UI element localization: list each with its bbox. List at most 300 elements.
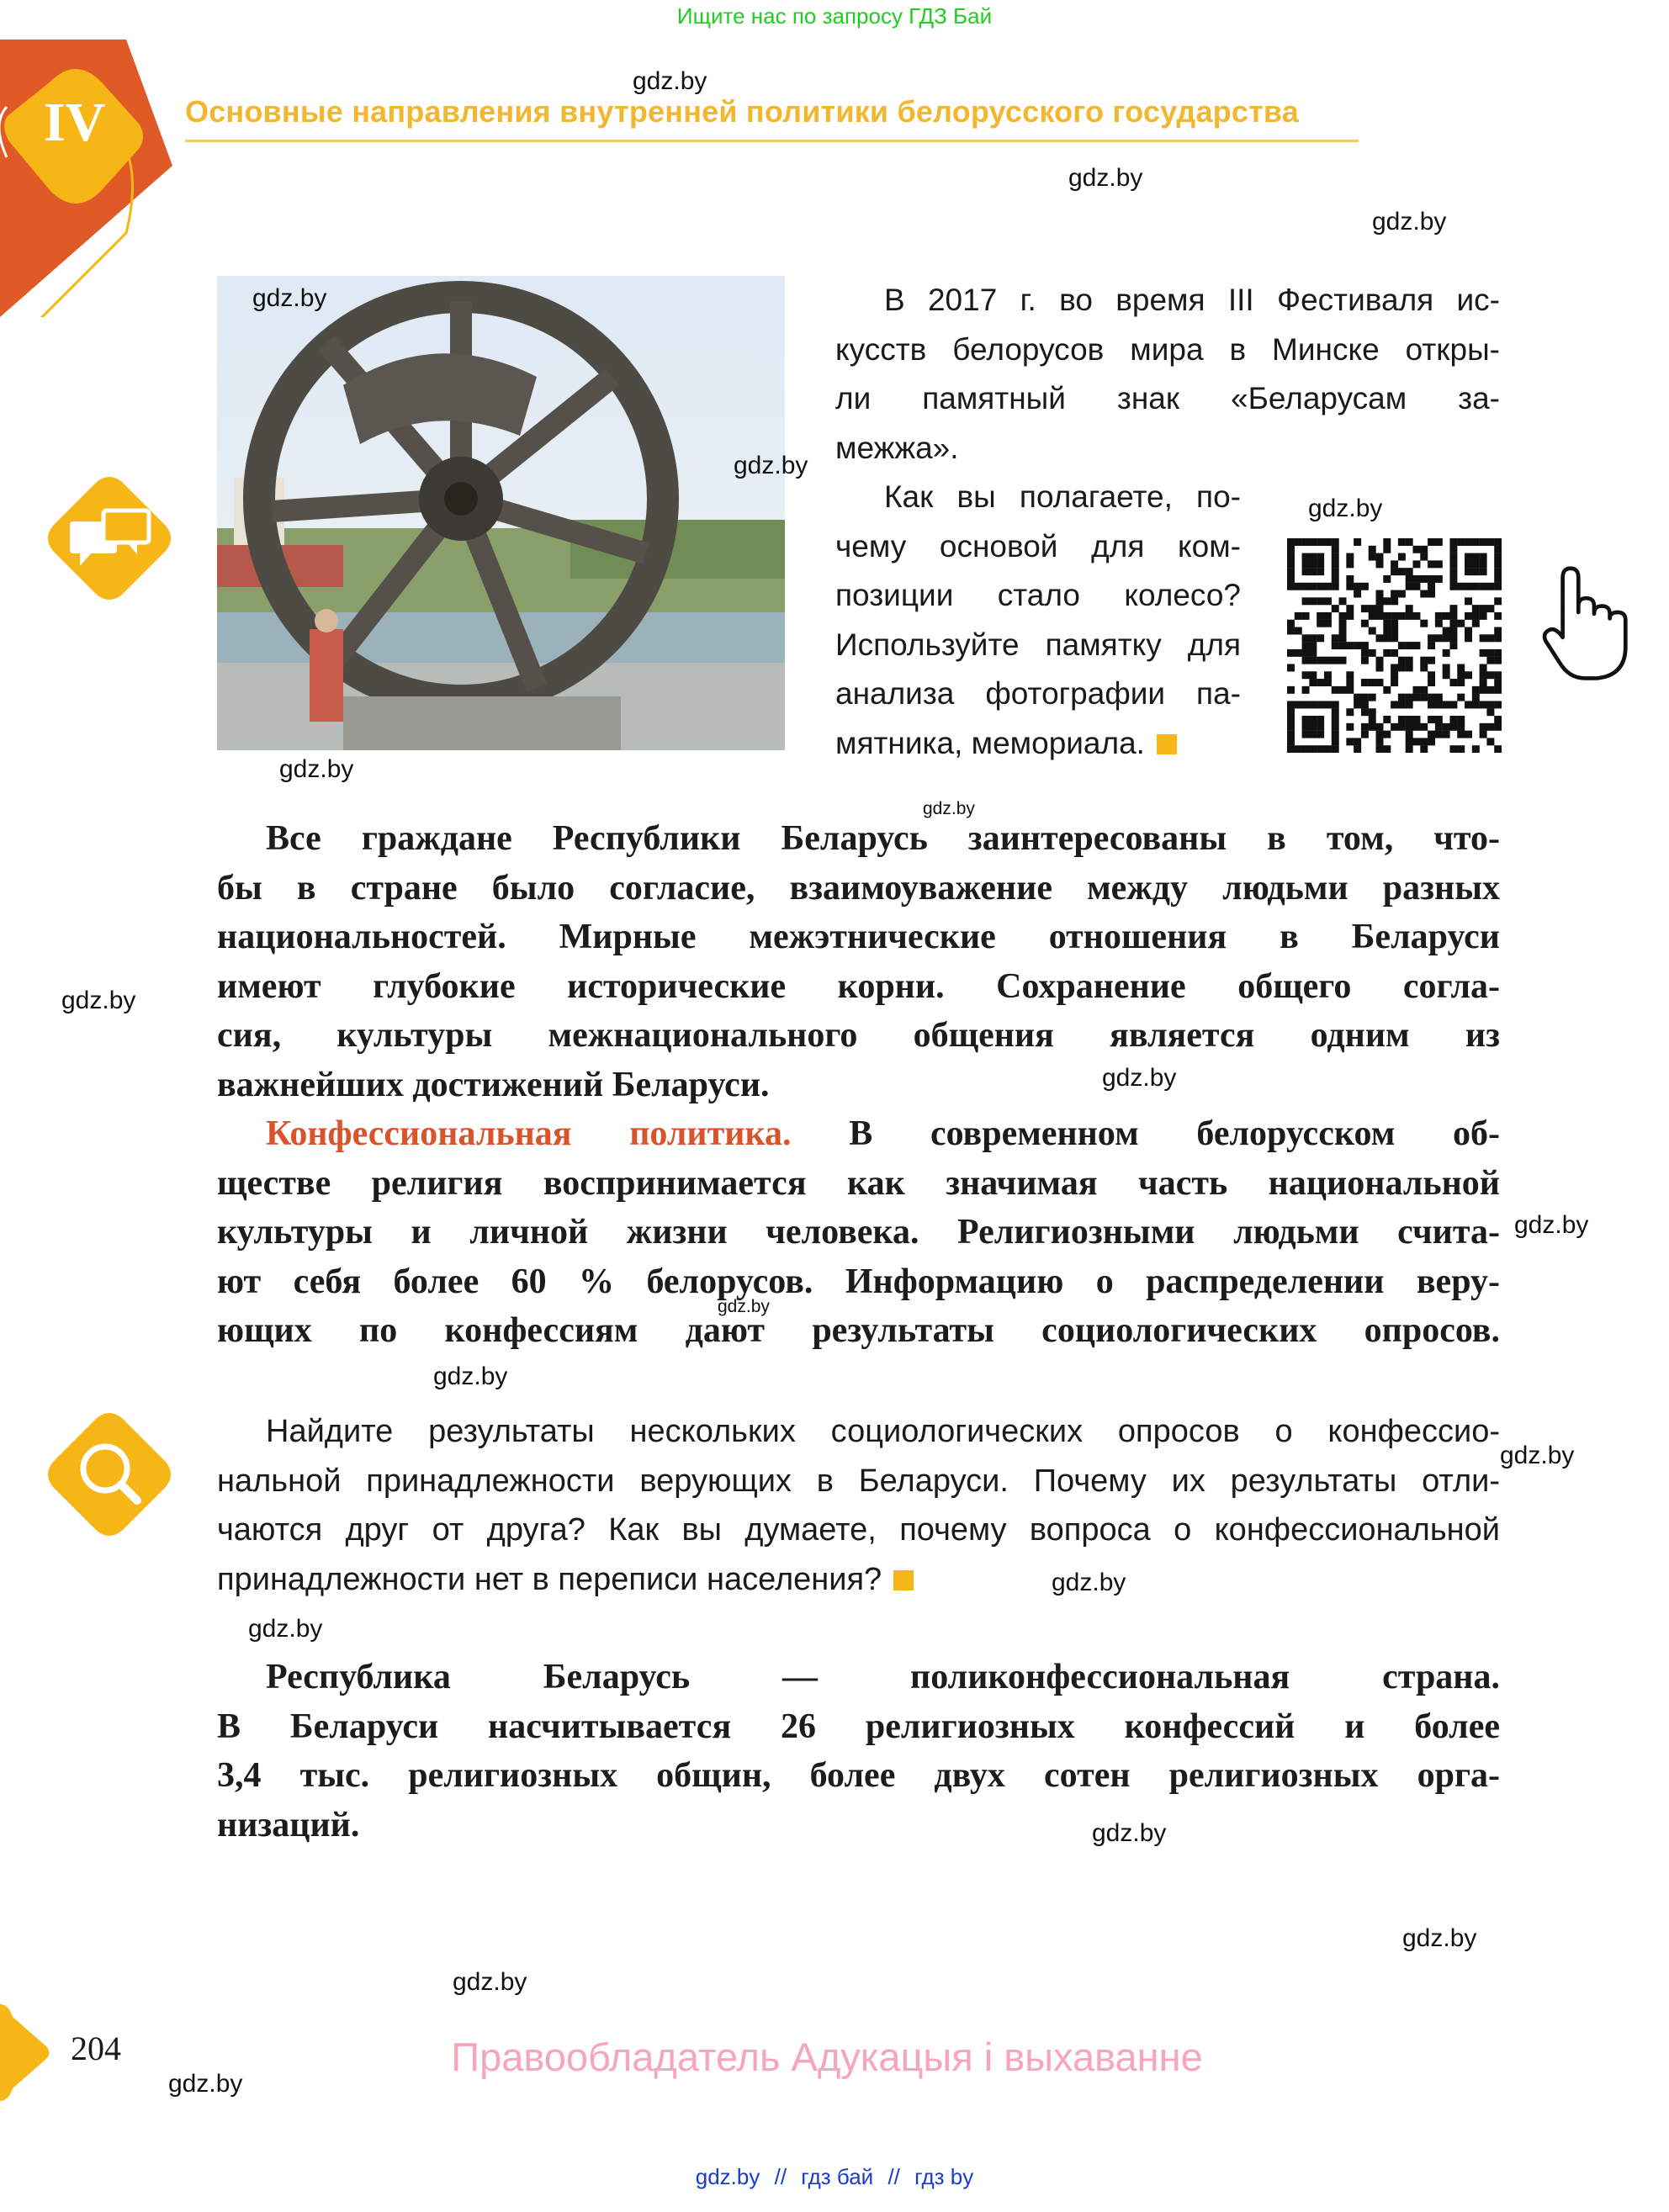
qr-module: [1391, 671, 1398, 679]
qr-module: [1472, 694, 1480, 701]
qr-module: [1428, 679, 1435, 686]
qr-module: [1412, 612, 1420, 620]
qr-module: [1287, 568, 1295, 575]
qr-module: [1346, 708, 1354, 716]
qr-module: [1309, 553, 1317, 561]
qr-module: [1494, 538, 1502, 546]
text-line: Все граждане Республики Беларусь заинтересованы в том, что-: [266, 819, 1500, 858]
qr-module: [1486, 708, 1494, 716]
qr-module: [1302, 612, 1310, 620]
qr-module: [1420, 657, 1428, 664]
qr-module: [1465, 671, 1472, 679]
qr-module: [1480, 671, 1487, 679]
qr-module: [1324, 538, 1332, 546]
qr-module: [1332, 686, 1339, 694]
qr-module: [1494, 627, 1502, 635]
qr-module: [1465, 731, 1472, 738]
qr-module: [1332, 731, 1339, 738]
qr-module: [1398, 590, 1406, 598]
text-line: В 2017 г. во время III Фестиваля ис-: [884, 283, 1500, 317]
text-line: чему основой для ком-: [835, 528, 1241, 564]
qr-module: [1443, 664, 1450, 671]
qr-module: [1317, 679, 1324, 686]
qr-module: [1449, 627, 1457, 635]
qr-module: [1428, 671, 1435, 679]
qr-module: [1287, 708, 1295, 716]
qr-module: [1317, 583, 1324, 590]
paragraph-harmony: [217, 814, 1500, 1356]
watermark: gdz.by: [1092, 1819, 1167, 1847]
qr-module: [1391, 701, 1398, 708]
qr-module: [1295, 649, 1302, 657]
separator: //: [887, 2164, 900, 2189]
qr-module: [1494, 546, 1502, 553]
qr-module: [1449, 701, 1457, 708]
watermark: gdz.by: [1102, 1064, 1177, 1092]
qr-module: [1383, 546, 1391, 553]
qr-module: [1287, 745, 1295, 753]
qr-module: [1287, 546, 1295, 553]
qr-module: [1480, 701, 1487, 708]
qr-module: [1332, 553, 1339, 561]
text-line: В Беларуси насчитывается 26 религиозных конфессий и более: [217, 1707, 1500, 1746]
qr-module: [1398, 553, 1406, 561]
qr-module: [1376, 605, 1384, 612]
link-gdz-by[interactable]: gdz.by: [695, 2164, 760, 2189]
qr-module: [1435, 612, 1443, 620]
qr-module: [1302, 538, 1310, 546]
qr-module: [1376, 679, 1384, 686]
qr-module: [1494, 701, 1502, 708]
qr-module: [1287, 538, 1295, 546]
qr-module: [1383, 575, 1391, 583]
qr-module: [1324, 620, 1332, 627]
qr-module: [1428, 694, 1435, 701]
qr-module: [1295, 701, 1302, 708]
qr-module: [1465, 568, 1472, 575]
qr-module: [1324, 671, 1332, 679]
qr-module: [1324, 612, 1332, 620]
qr-module: [1465, 634, 1472, 642]
qr-module: [1480, 723, 1487, 731]
text-line: Как вы полагаете, по-: [884, 479, 1241, 514]
qr-module: [1420, 546, 1428, 553]
watermark: gdz.by: [279, 755, 354, 783]
qr-module: [1302, 701, 1310, 708]
qr-module: [1406, 745, 1413, 753]
qr-module: [1332, 560, 1339, 568]
qr-module: [1383, 686, 1391, 694]
qr-module: [1406, 575, 1413, 583]
qr-module: [1435, 634, 1443, 642]
qr-module: [1465, 553, 1472, 561]
qr-module: [1339, 627, 1347, 635]
qr-module: [1302, 671, 1310, 679]
qr-module: [1406, 731, 1413, 738]
qr-module: [1398, 723, 1406, 731]
qr-module: [1332, 575, 1339, 583]
qr-module: [1309, 634, 1317, 642]
watermark: gdz.by: [1402, 1924, 1477, 1952]
qr-module: [1406, 716, 1413, 723]
qr-module: [1302, 649, 1310, 657]
qr-module: [1332, 701, 1339, 708]
qr-module: [1376, 597, 1384, 605]
qr-module: [1309, 657, 1317, 664]
qr-module: [1449, 538, 1457, 546]
qr-module: [1369, 553, 1376, 561]
qr-module: [1494, 612, 1502, 620]
qr-module: [1406, 701, 1413, 708]
qr-module: [1287, 723, 1295, 731]
qr-module: [1309, 597, 1317, 605]
qr-module: [1428, 575, 1435, 583]
qr-module: [1443, 634, 1450, 642]
text-line: национальностей. Мирные межэтнические отношения в Беларуси: [217, 918, 1500, 956]
qr-module: [1287, 686, 1295, 694]
qr-module: [1420, 620, 1428, 627]
qr-module: [1287, 701, 1295, 708]
text-line: нальной принадлежности верующих в Беларуси. Почему их результаты отли-: [217, 1463, 1500, 1499]
qr-module: [1494, 583, 1502, 590]
qr-module: [1376, 612, 1384, 620]
qr-module: [1412, 686, 1420, 694]
qr-module: [1480, 538, 1487, 546]
watermark: gdz.by: [248, 1615, 323, 1643]
qr-module: [1361, 605, 1369, 612]
qr-module: [1494, 716, 1502, 723]
qr-module: [1302, 597, 1310, 605]
qr-module: [1428, 738, 1435, 745]
text-line: анализа фотографии па-: [835, 676, 1241, 711]
qr-module: [1361, 723, 1369, 731]
qr-module: [1346, 605, 1354, 612]
qr-module: [1317, 620, 1324, 627]
qr-module: [1449, 575, 1457, 583]
research-task: [217, 1407, 1500, 1604]
qr-module: [1472, 701, 1480, 708]
qr-module: [1494, 560, 1502, 568]
qr-module: [1449, 583, 1457, 590]
qr-module: [1457, 664, 1465, 671]
qr-module: [1376, 590, 1384, 598]
watermark: gdz.by: [1308, 495, 1383, 522]
qr-module: [1369, 716, 1376, 723]
paragraph-confessions: [217, 1653, 1500, 1850]
qr-module: [1428, 583, 1435, 590]
chapter-numeral: IV: [44, 92, 106, 153]
link-gdz-bai[interactable]: гдз бай: [801, 2164, 874, 2189]
qr-module: [1317, 745, 1324, 753]
qr-module: [1443, 671, 1450, 679]
qr-module: [1486, 738, 1494, 745]
qr-module: [1369, 679, 1376, 686]
qr-module: [1309, 701, 1317, 708]
qr-module: [1494, 575, 1502, 583]
qr-module: [1457, 745, 1465, 753]
qr-module: [1494, 634, 1502, 642]
qr-module: [1332, 708, 1339, 716]
qr-module: [1486, 701, 1494, 708]
qr-module: [1412, 560, 1420, 568]
qr-module: [1317, 701, 1324, 708]
watermark: gdz.by: [718, 1297, 770, 1316]
qr-module: [1317, 634, 1324, 642]
qr-code[interactable]: [1287, 538, 1502, 753]
qr-module: [1398, 701, 1406, 708]
text-line: 3,4 тыс. религиозных общин, более двух сотен религиозных орга-: [217, 1756, 1500, 1795]
qr-module: [1376, 731, 1384, 738]
qr-module: [1494, 568, 1502, 575]
qr-module: [1428, 634, 1435, 642]
watermark: gdz.by: [734, 452, 808, 479]
qr-module: [1480, 605, 1487, 612]
qr-module: [1480, 612, 1487, 620]
qr-module: [1287, 575, 1295, 583]
header-divider: [185, 140, 1359, 142]
qr-module: [1391, 723, 1398, 731]
qr-module: [1465, 627, 1472, 635]
qr-module: [1472, 620, 1480, 627]
chapter-title: Основные направления внутренней политики белорусского государства: [185, 94, 1299, 129]
qr-module: [1302, 723, 1310, 731]
qr-module: [1435, 620, 1443, 627]
qr-module: [1295, 538, 1302, 546]
text-line: межжа».: [835, 430, 959, 465]
qr-module: [1449, 553, 1457, 561]
qr-module: [1309, 723, 1317, 731]
qr-module: [1295, 745, 1302, 753]
qr-module: [1383, 538, 1391, 546]
qr-module: [1428, 538, 1435, 546]
watermark: gdz.by: [453, 1968, 527, 1996]
qr-module: [1309, 671, 1317, 679]
text-line: низаций.: [217, 1805, 360, 1844]
qr-module: [1339, 686, 1347, 694]
qr-module: [1302, 686, 1310, 694]
qr-module: [1449, 546, 1457, 553]
qr-module: [1494, 657, 1502, 664]
watermark: gdz.by: [923, 799, 975, 818]
qr-module: [1457, 679, 1465, 686]
watermark: gdz.by: [1500, 1442, 1575, 1469]
qr-module: [1302, 560, 1310, 568]
qr-module: [1383, 745, 1391, 753]
qr-module: [1287, 716, 1295, 723]
qr-module: [1457, 671, 1465, 679]
qr-module: [1406, 568, 1413, 575]
qr-module: [1449, 605, 1457, 612]
qr-module: [1383, 649, 1391, 657]
qr-module: [1302, 568, 1310, 575]
qr-module: [1346, 738, 1354, 745]
qr-module: [1324, 701, 1332, 708]
qr-module: [1383, 731, 1391, 738]
qr-module: [1406, 723, 1413, 731]
qr-module: [1494, 723, 1502, 731]
text-line: имеют глубокие исторические корни. Сохранение общего согла-: [217, 966, 1500, 1006]
qr-module: [1435, 538, 1443, 546]
link-gdz-by-cyr[interactable]: гдз by: [914, 2164, 974, 2189]
qr-module: [1457, 538, 1465, 546]
text-line: важнейших достижений Беларуси.: [217, 1065, 770, 1104]
qr-module: [1295, 583, 1302, 590]
qr-module: [1346, 560, 1354, 568]
page-number: 204: [71, 2029, 121, 2067]
qr-module: [1317, 723, 1324, 731]
watermark: gdz.by: [1514, 1211, 1589, 1239]
qr-module: [1449, 716, 1457, 723]
qr-module: [1494, 649, 1502, 657]
qr-module: [1369, 612, 1376, 620]
text-line: бы в стране было согласие, взаимоуважение между людьми разных: [217, 868, 1500, 908]
qr-module: [1361, 701, 1369, 708]
hand-pointer-icon: [1539, 565, 1636, 683]
qr-module: [1376, 560, 1384, 568]
qr-module: [1428, 642, 1435, 649]
qr-module: [1449, 612, 1457, 620]
qr-module: [1302, 634, 1310, 642]
qr-module: [1332, 605, 1339, 612]
qr-module: [1302, 731, 1310, 738]
qr-module: [1391, 627, 1398, 635]
qr-module: [1287, 731, 1295, 738]
qr-module: [1465, 701, 1472, 708]
qr-module: [1465, 612, 1472, 620]
qr-module: [1376, 723, 1384, 731]
qr-module: [1494, 671, 1502, 679]
qr-module: [1420, 590, 1428, 598]
qr-module: [1317, 612, 1324, 620]
qr-module: [1480, 686, 1487, 694]
qr-module: [1486, 538, 1494, 546]
text-line: [217, 1555, 1500, 1605]
qr-module: [1369, 546, 1376, 553]
qr-module: [1428, 560, 1435, 568]
qr-module: [1412, 738, 1420, 745]
qr-module: [1332, 716, 1339, 723]
qr-module: [1486, 649, 1494, 657]
monument-photo: [217, 276, 785, 750]
qr-module: [1449, 568, 1457, 575]
qr-module: [1309, 560, 1317, 568]
qr-module: [1383, 620, 1391, 627]
qr-module: [1486, 723, 1494, 731]
qr-module: [1332, 657, 1339, 664]
qr-module: [1412, 694, 1420, 701]
qr-module: [1339, 642, 1347, 649]
qr-module: [1346, 679, 1354, 686]
qr-module: [1369, 723, 1376, 731]
qr-module: [1317, 560, 1324, 568]
qr-module: [1317, 657, 1324, 664]
qr-module: [1472, 560, 1480, 568]
qr-module: [1457, 583, 1465, 590]
qr-module: [1406, 657, 1413, 664]
qr-module: [1406, 612, 1413, 620]
text-line: [835, 719, 1241, 769]
qr-module: [1398, 568, 1406, 575]
qr-module: [1383, 597, 1391, 605]
qr-module: [1465, 560, 1472, 568]
qr-module: [1383, 612, 1391, 620]
qr-module: [1324, 657, 1332, 664]
qr-module: [1361, 620, 1369, 627]
section-heading: Конфессиональная политика.: [266, 1114, 792, 1153]
qr-module: [1449, 745, 1457, 753]
qr-module: [1317, 568, 1324, 575]
qr-module: [1420, 575, 1428, 583]
qr-module: [1317, 716, 1324, 723]
qr-module: [1406, 694, 1413, 701]
qr-module: [1361, 642, 1369, 649]
monument-question: [835, 473, 1241, 768]
qr-module: [1369, 627, 1376, 635]
qr-module: [1480, 634, 1487, 642]
qr-module: [1398, 642, 1406, 649]
qr-module: [1420, 686, 1428, 694]
qr-module: [1332, 642, 1339, 649]
qr-module: [1324, 679, 1332, 686]
qr-module: [1443, 731, 1450, 738]
text-line: ли памятный знак «Беларусам за-: [835, 381, 1500, 415]
qr-module: [1412, 575, 1420, 583]
qr-module: [1287, 560, 1295, 568]
text-line: Используйте памятку для: [835, 627, 1241, 662]
qr-module: [1391, 679, 1398, 686]
qr-module: [1480, 649, 1487, 657]
qr-module: [1398, 694, 1406, 701]
qr-module: [1324, 597, 1332, 605]
qr-module: [1480, 731, 1487, 738]
qr-module: [1465, 538, 1472, 546]
qr-module: [1449, 679, 1457, 686]
qr-module: [1420, 723, 1428, 731]
text-line: сия, культуры межнационального общения является одним из: [217, 1016, 1500, 1055]
qr-module: [1361, 731, 1369, 738]
text-line: ществе религия воспринимается как значимая часть национальной: [217, 1163, 1500, 1203]
qr-module: [1412, 546, 1420, 553]
qr-module: [1486, 671, 1494, 679]
text-line-end: мятника, мемориала.: [835, 725, 1145, 760]
text-line: ют себя более 60 % белорусов. Информацию о распределении веру-: [217, 1262, 1500, 1301]
qr-module: [1480, 553, 1487, 561]
qr-module: [1428, 657, 1435, 664]
qr-module: [1494, 597, 1502, 605]
qr-module: [1494, 553, 1502, 561]
qr-module: [1324, 583, 1332, 590]
qr-module: [1361, 649, 1369, 657]
qr-module: [1443, 627, 1450, 635]
qr-module: [1443, 612, 1450, 620]
qr-module: [1295, 612, 1302, 620]
qr-module: [1287, 553, 1295, 561]
qr-module: [1332, 745, 1339, 753]
qr-module: [1339, 612, 1347, 620]
qr-module: [1398, 612, 1406, 620]
qr-module: [1435, 716, 1443, 723]
qr-module: [1435, 731, 1443, 738]
qr-module: [1339, 634, 1347, 642]
qr-module: [1376, 657, 1384, 664]
watermark: gdz.by: [252, 284, 327, 312]
text-line: кусств белорусов мира в Минске откры-: [835, 331, 1500, 367]
qr-module: [1406, 583, 1413, 590]
qr-module: [1324, 745, 1332, 753]
qr-module: [1309, 745, 1317, 753]
qr-module: [1317, 731, 1324, 738]
qr-module: [1369, 605, 1376, 612]
